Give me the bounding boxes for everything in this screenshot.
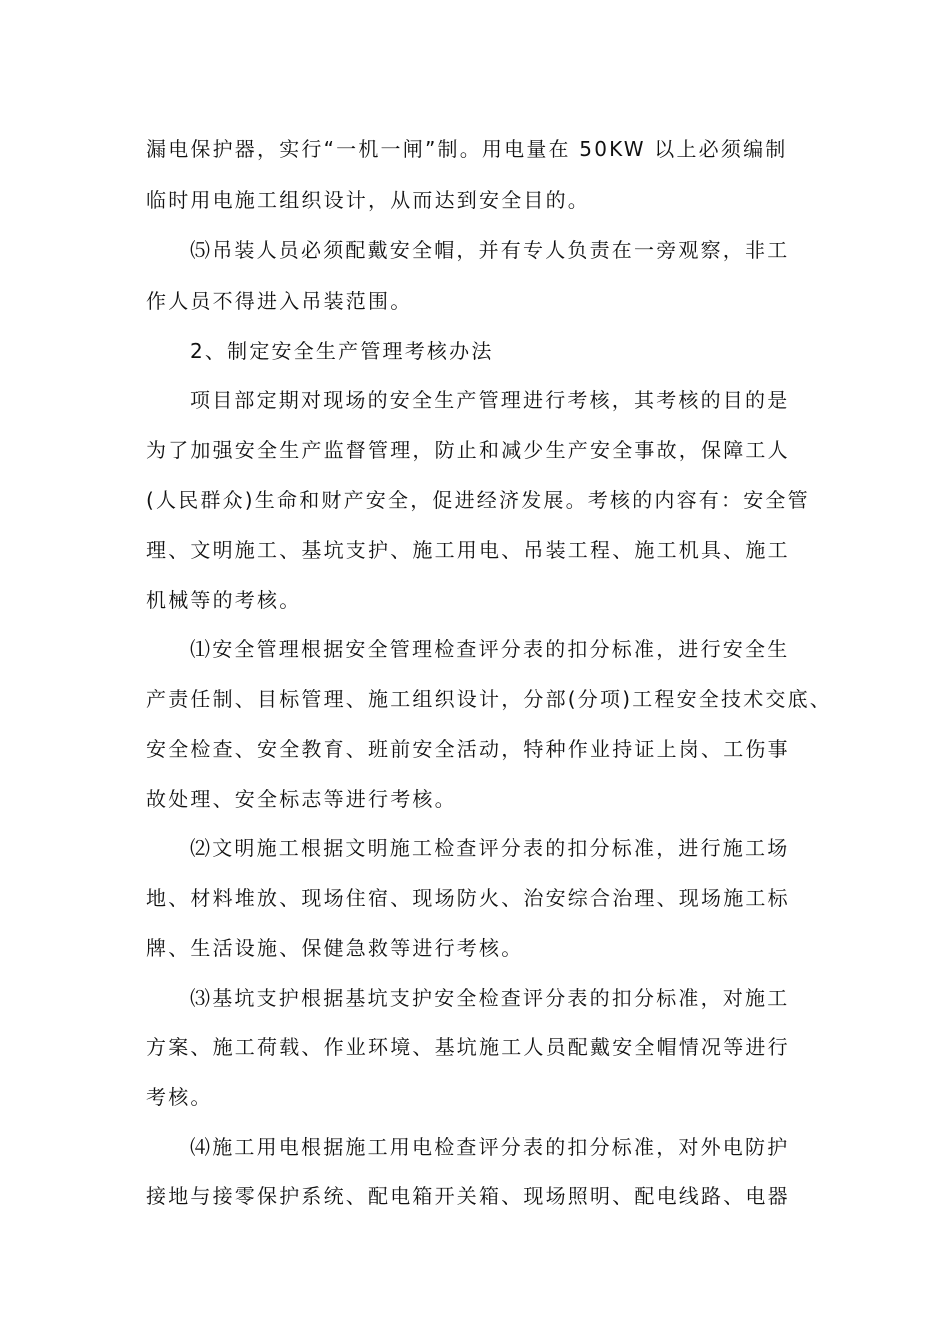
text-line: ⑵文明施工根据文明施工检查评分表的扣分标准，进行施工场 (190, 836, 790, 860)
text-line: 方案、施工荷载、作业环境、基坑施工人员配戴安全帽情况等进行 (146, 1035, 790, 1059)
text-line: ⑶基坑支护根据基坑支护安全检查评分表的扣分标准，对施工 (190, 986, 790, 1010)
text-line: 作人员不得进入吊装范围。 (146, 289, 413, 313)
text-line: 漏电保护器，实行“一机一闸”制。用电量在 50KW 以上必须编制 (146, 137, 788, 161)
text-line: 为了加强安全生产监督管理，防止和减少生产安全事故，保障工人 (146, 438, 790, 462)
text-line: 安全检查、安全教育、班前安全活动，特种作业持证上岗、工伤事 (146, 737, 790, 761)
text-line: 接地与接零保护系统、配电箱开关箱、现场照明、配电线路、电器 (146, 1184, 790, 1208)
text-line: 牌、生活设施、保健急救等进行考核。 (146, 936, 524, 960)
text-line: 理、文明施工、基坑支护、施工用电、吊装工程、施工机具、施工 (146, 538, 790, 562)
text-line: 故处理、安全标志等进行考核。 (146, 787, 457, 811)
text-line: 地、材料堆放、现场住宿、现场防火、治安综合治理、现场施工标 (146, 886, 790, 910)
text-line: (人民群众)生命和财产安全，促进经济发展。考核的内容有：安全管 (146, 488, 810, 512)
text-line: 机械等的考核。 (146, 588, 302, 612)
text-line: 项目部定期对现场的安全生产管理进行考核，其考核的目的是 (190, 388, 790, 412)
text-line: 临时用电施工组织设计，从而达到安全目的。 (146, 188, 590, 212)
text-line: 产责任制、目标管理、施工组织设计，分部(分项)工程安全技术交底、 (146, 687, 833, 711)
text-line: ⑸吊装人员必须配戴安全帽，并有专人负责在一旁观察，非工 (190, 238, 790, 262)
text-line: 考核。 (146, 1085, 213, 1109)
section-heading: 2、制定安全生产管理考核办法 (190, 339, 494, 363)
text-line: ⑴安全管理根据安全管理检查评分表的扣分标准，进行安全生 (190, 637, 790, 661)
text-line: ⑷施工用电根据施工用电检查评分表的扣分标准，对外电防护 (190, 1135, 790, 1159)
